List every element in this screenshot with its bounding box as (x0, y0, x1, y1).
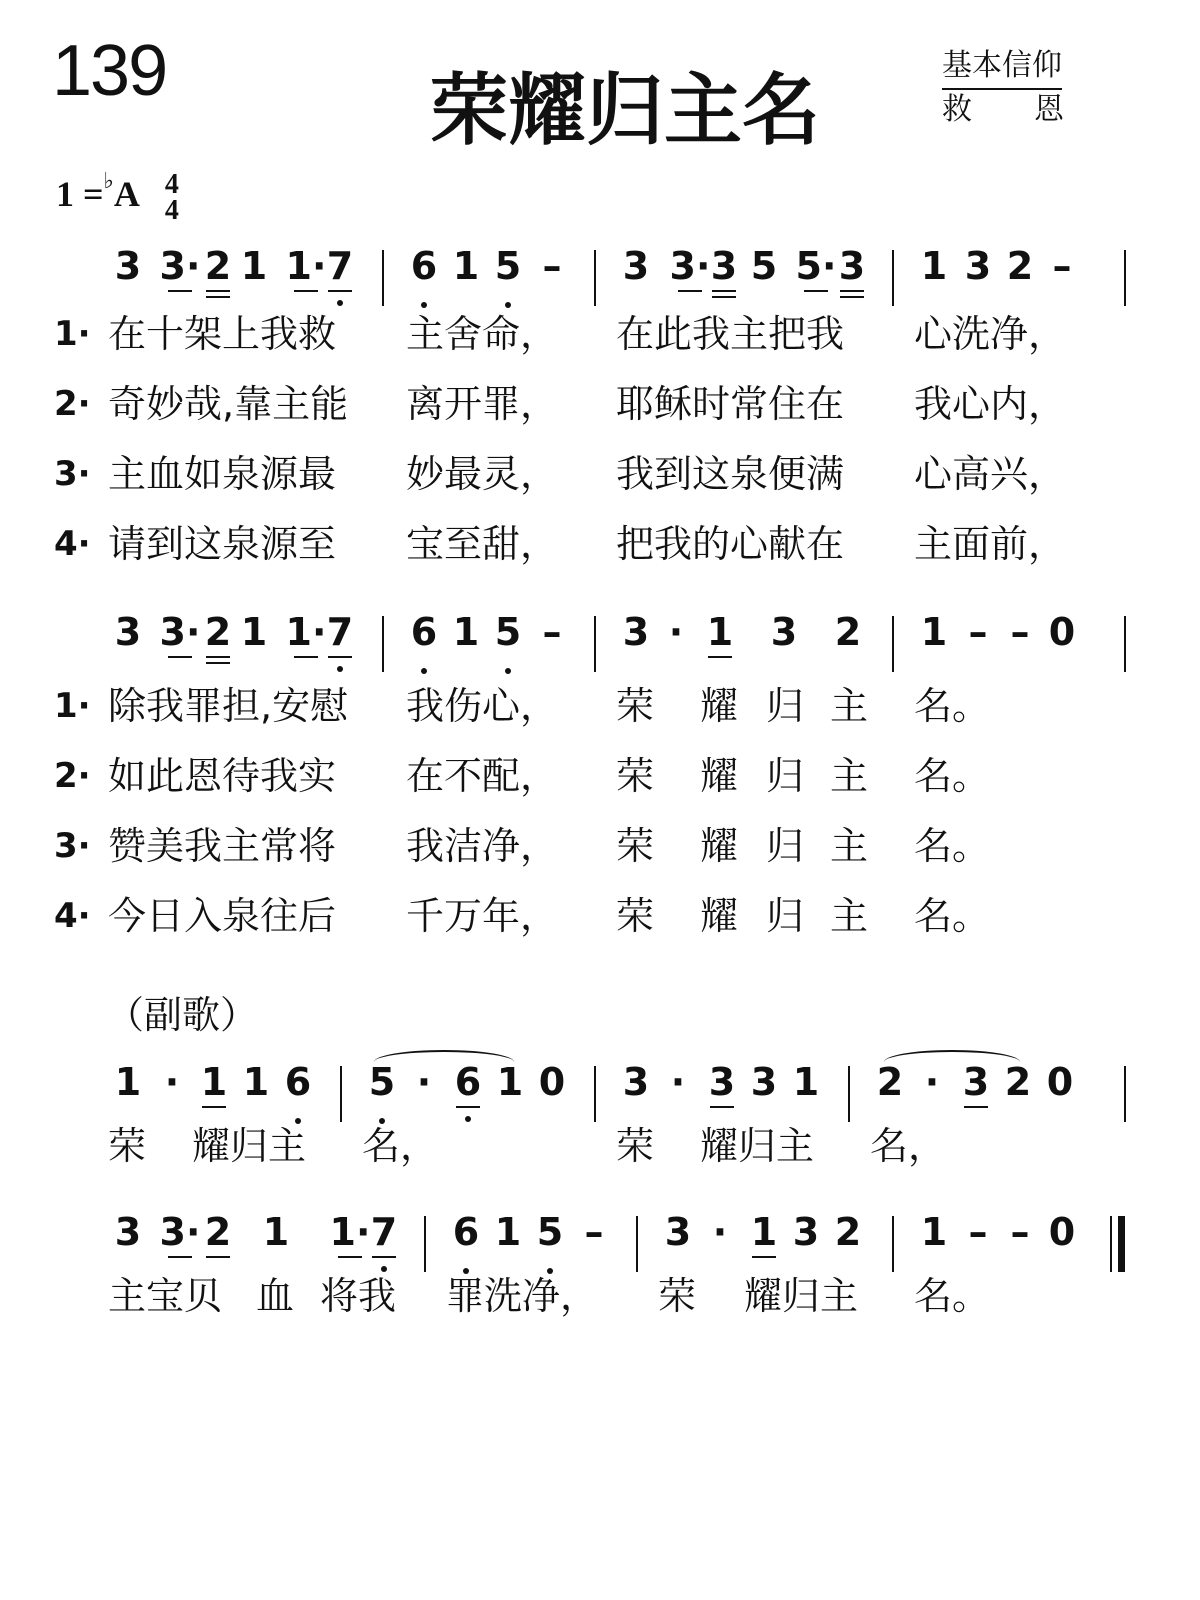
lyric: 在十架上我救 (108, 312, 337, 356)
subcategory-label: 救恩 (942, 92, 1126, 127)
lyric: 名， (870, 1124, 947, 1168)
lyric: 耀 (700, 824, 739, 868)
note: – (584, 1210, 604, 1254)
note: 5 (528, 1206, 572, 1258)
lyric: 心高兴， (914, 452, 1067, 496)
barline (892, 1216, 894, 1272)
lyric-line (0, 748, 1200, 808)
lyric: 耀 (700, 754, 739, 798)
note: – (1010, 610, 1030, 654)
time-signature (164, 168, 179, 226)
note: 5 (486, 606, 530, 658)
lyric: 名。 (914, 894, 991, 938)
note: · (712, 1210, 728, 1254)
note: 1 (698, 606, 742, 658)
note: 2 (196, 606, 240, 658)
verse-number: 3· (54, 454, 91, 494)
note: 2 (1006, 244, 1034, 288)
note: 3 (964, 244, 992, 288)
verse-number: 3· (54, 826, 91, 866)
key-do: 1 = (56, 174, 104, 214)
lyric: 荣 (658, 1274, 697, 1318)
note: · (924, 1060, 940, 1104)
note: 2 (834, 1210, 862, 1254)
note: 3 (114, 1210, 142, 1254)
note: 3 (770, 610, 798, 654)
note: 1 (452, 244, 480, 288)
lyric: 主 (830, 894, 869, 938)
note: 0 (1048, 1210, 1076, 1254)
verse-number: 4· (54, 896, 91, 936)
lyric: 将我 (320, 1274, 397, 1318)
lyric-line (0, 818, 1200, 878)
lyric: 名。 (914, 754, 991, 798)
note: · (668, 610, 684, 654)
key-signature (56, 168, 179, 224)
lyric: 荣 (108, 1124, 147, 1168)
note: 3· (158, 240, 202, 292)
lyric: 名。 (914, 824, 991, 868)
lyric: 宝至甜， (406, 522, 559, 566)
lyric-line (0, 1268, 1200, 1328)
barline (1124, 1066, 1126, 1122)
lyric: 荣 (616, 894, 655, 938)
note: 3 (700, 1056, 744, 1108)
barline (594, 250, 596, 306)
lyric: 在不配， (406, 754, 559, 798)
note: 1 (114, 1060, 142, 1104)
lyric: 荣 (616, 684, 655, 728)
note: 3 (114, 244, 142, 288)
lyric: 归 (766, 894, 805, 938)
barline (1124, 616, 1126, 672)
category-label: 基本信仰 (942, 46, 1062, 90)
barline (594, 1066, 596, 1122)
verse-number: 4· (54, 524, 91, 564)
note: · (416, 1060, 432, 1104)
lyric: 耶稣时常住在 (616, 382, 845, 426)
note: 3 (702, 240, 746, 292)
lyric: 荣 (616, 754, 655, 798)
note: 6 (402, 240, 446, 292)
lyric: 我到这泉便满 (616, 452, 845, 496)
lyric: 把我的心献在 (616, 522, 845, 566)
lyric: 离开罪， (406, 382, 559, 426)
note: 3 (830, 240, 874, 292)
lyric: 主 (830, 754, 869, 798)
lyric: 我伤心， (406, 684, 559, 728)
note: 1 (452, 610, 480, 654)
hymn-category (942, 46, 1126, 130)
lyric: 耀 (700, 894, 739, 938)
note: 6 (402, 606, 446, 658)
note: 2 (196, 1206, 240, 1258)
lyric: 主血如泉源最 (108, 452, 337, 496)
note: 1 (240, 244, 268, 288)
note: 7 (318, 240, 362, 292)
lyric-line (0, 1118, 1200, 1178)
note: 5 (486, 240, 530, 292)
notation-row-2 (0, 606, 1200, 686)
barline (848, 1066, 850, 1122)
barline (892, 250, 894, 306)
verse-number: 2· (54, 756, 91, 796)
note: 6 (444, 1206, 488, 1258)
lyric: 荣 (616, 824, 655, 868)
lyric: 主 (830, 824, 869, 868)
note: – (968, 610, 988, 654)
note: 1 (240, 610, 268, 654)
lyric: 耀 (700, 684, 739, 728)
lyric: 我洁净， (406, 824, 559, 868)
note: 3· (158, 606, 202, 658)
lyric: 主 (830, 684, 869, 728)
note: 1 (742, 1206, 786, 1258)
lyric: 今日入泉往后 (108, 894, 337, 938)
note: 0 (538, 1060, 566, 1104)
verse-number: 1· (54, 314, 91, 354)
barline (1124, 250, 1126, 306)
note: 3 (114, 610, 142, 654)
lyric: 妙最灵， (406, 452, 559, 496)
note: 3 (622, 1060, 650, 1104)
note: 3 (750, 1060, 778, 1104)
note: 1· (328, 1206, 372, 1258)
note: 7 (362, 1206, 406, 1258)
barline (382, 616, 384, 672)
note: 1· (284, 606, 328, 658)
lyric-line (0, 678, 1200, 738)
lyric: 主面前， (914, 522, 1067, 566)
note: – (968, 1210, 988, 1254)
verse-number: 2· (54, 384, 91, 424)
barline (594, 616, 596, 672)
lyric: 名， (362, 1124, 439, 1168)
note: 1 (792, 1060, 820, 1104)
lyric: 名。 (914, 684, 991, 728)
note: 2 (834, 610, 862, 654)
note: 1 (920, 244, 948, 288)
hymn-number: 139 (52, 31, 167, 111)
note: 1 (262, 1210, 290, 1254)
note: – (1010, 1210, 1030, 1254)
note: 1 (242, 1060, 270, 1104)
lyric: 心洗净， (914, 312, 1067, 356)
note: 1 (920, 1210, 948, 1254)
note: 5 (360, 1056, 404, 1108)
lyric: 归 (766, 684, 805, 728)
note: 5 (750, 244, 778, 288)
lyric-line (0, 516, 1200, 576)
barline (636, 1216, 638, 1272)
lyric: 归 (766, 754, 805, 798)
lyric: 耀归主 (700, 1124, 815, 1168)
note: 7 (318, 606, 362, 658)
note: 3 (954, 1056, 998, 1108)
note: 3 (622, 610, 650, 654)
note: 1 (920, 610, 948, 654)
lyric: 在此我主把我 (616, 312, 845, 356)
note: 5· (794, 240, 838, 292)
note: 6 (446, 1056, 490, 1108)
note: 3· (668, 240, 712, 292)
lyric: 血 (256, 1274, 295, 1318)
lyric: 除我罪担,安慰 (108, 684, 349, 728)
note: 6 (276, 1056, 320, 1108)
final-barline-thin (1110, 1216, 1112, 1272)
note: 3 (622, 244, 650, 288)
note: – (542, 244, 562, 288)
note: 3· (158, 1206, 202, 1258)
lyric: 赞美我主常将 (108, 824, 337, 868)
note: 2 (876, 1060, 904, 1104)
lyric: 请到这泉源至 (108, 522, 337, 566)
note: 1 (496, 1060, 524, 1104)
time-bottom: 4 (164, 194, 179, 226)
lyric: 千万年， (406, 894, 559, 938)
lyric: 耀归主 (744, 1274, 859, 1318)
note: 0 (1046, 1060, 1074, 1104)
note: 0 (1048, 610, 1076, 654)
lyric: 奇妙哉,靠主能 (108, 382, 349, 426)
barline (892, 616, 894, 672)
note: 3 (792, 1210, 820, 1254)
lyric: 主舍命， (406, 312, 559, 356)
lyric: 如此恩待我实 (108, 754, 337, 798)
note: – (1052, 244, 1072, 288)
lyric-line (0, 376, 1200, 436)
refrain-label: （副歌） (106, 993, 259, 1037)
note: 1 (192, 1056, 236, 1108)
note: 2 (196, 240, 240, 292)
hymn-title: 荣耀归主名 (429, 66, 820, 156)
note: 3 (664, 1210, 692, 1254)
note: · (164, 1060, 180, 1104)
barline (424, 1216, 426, 1272)
lyric-line (0, 446, 1200, 506)
lyric: 归 (766, 824, 805, 868)
note: – (542, 610, 562, 654)
note: 1· (284, 240, 328, 292)
note: · (670, 1060, 686, 1104)
verse-number: 1· (54, 686, 91, 726)
lyric: 罪洗净， (446, 1274, 599, 1318)
key-tonic: A (113, 174, 138, 214)
lyric: 耀归主 (192, 1124, 307, 1168)
barline (382, 250, 384, 306)
lyric: 主宝贝 (108, 1274, 223, 1318)
note: 2 (1004, 1060, 1032, 1104)
lyric: 我心内， (914, 382, 1067, 426)
flat-sign: ♭ (103, 168, 114, 193)
time-top: 4 (164, 168, 179, 200)
lyric-line (0, 306, 1200, 366)
lyric: 名。 (914, 1274, 991, 1318)
final-barline-thick (1118, 1216, 1125, 1272)
barline (340, 1066, 342, 1122)
note: 1 (494, 1210, 522, 1254)
lyric: 荣 (616, 1124, 655, 1168)
lyric-line (0, 888, 1200, 948)
